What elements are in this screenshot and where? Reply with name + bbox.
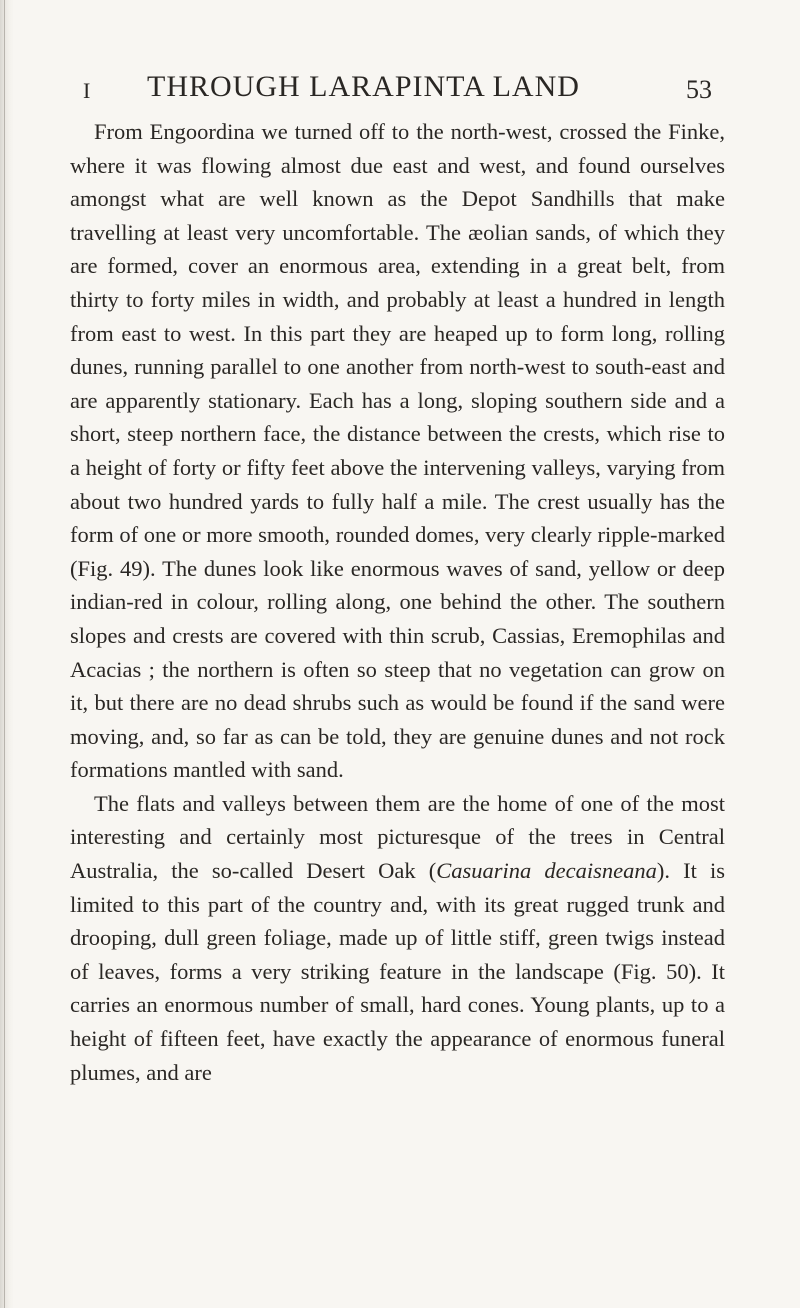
body-text	[70, 115, 725, 1089]
paragraph-2	[70, 787, 725, 1089]
page-number: 53	[686, 75, 712, 104]
paragraph-1-text: From Engoordina we turned off to the north-west, crossed the Finke, where it was flowing almost due east and west, and found ourselves amongst what are well known as the Depot Sandhills that make travelling at least very uncomfortable. The æolian sands, of which they are formed, cover an enormous area, extending in a great belt, from thirty to forty miles in width, and probably at least a hundred in length from east to west. In this part they are heaped up to form long, rolling dunes, running parallel to one another from north-west to south-east and are apparently stationary. Each has a long, sloping southern side and a short, steep northern face, the distance between the crests, which rise to a height of forty or fifty feet above the intervening valleys, varying from about two hundred yards to fully half a mile. The crest usually has the form of one or more smooth, rounded domes, very clearly ripple-marked (Fig. 49). The dunes look like enormous waves of sand, yellow or deep indian-red in colour, rolling along, one behind the other. The southern slopes and crests are covered with thin scrub, Cassias, Eremophilas and Acacias ; the northern is often so steep that no vegetation can grow on it, but there are no dead shrubs such as would be found if the sand were moving, and, so far as can be told, they are genuine dunes and not rock formations mantled with sand.	[70, 119, 725, 783]
running-head-title: THROUGH LARAPINTA LAND	[147, 70, 580, 103]
paragraph-2-text-a: The flats and valleys between them are the home of one of the most interesting and certainly most picturesque of the trees in Central Australia, the so-called Desert Oak (	[70, 790, 725, 884]
paragraph-1	[70, 115, 725, 787]
running-head	[83, 70, 712, 110]
chapter-numeral: I	[83, 78, 91, 103]
page-gutter-shadow	[0, 0, 14, 1308]
binding-edge	[4, 0, 5, 1308]
species-name: Casuarina decaisneana	[436, 858, 657, 884]
paragraph-2-text-b: ). It is limited to this part of the country and, with its great rugged trunk and drooping, dull green foliage, made up of little stiff, green twigs instead of leaves, forms a very striking feature in the landscape (Fig. 50). It carries an enormous number of small, hard cones. Young plants, up to a height of fifteen feet, have exactly the appearance of enormous funeral plumes, and are	[70, 858, 725, 1085]
